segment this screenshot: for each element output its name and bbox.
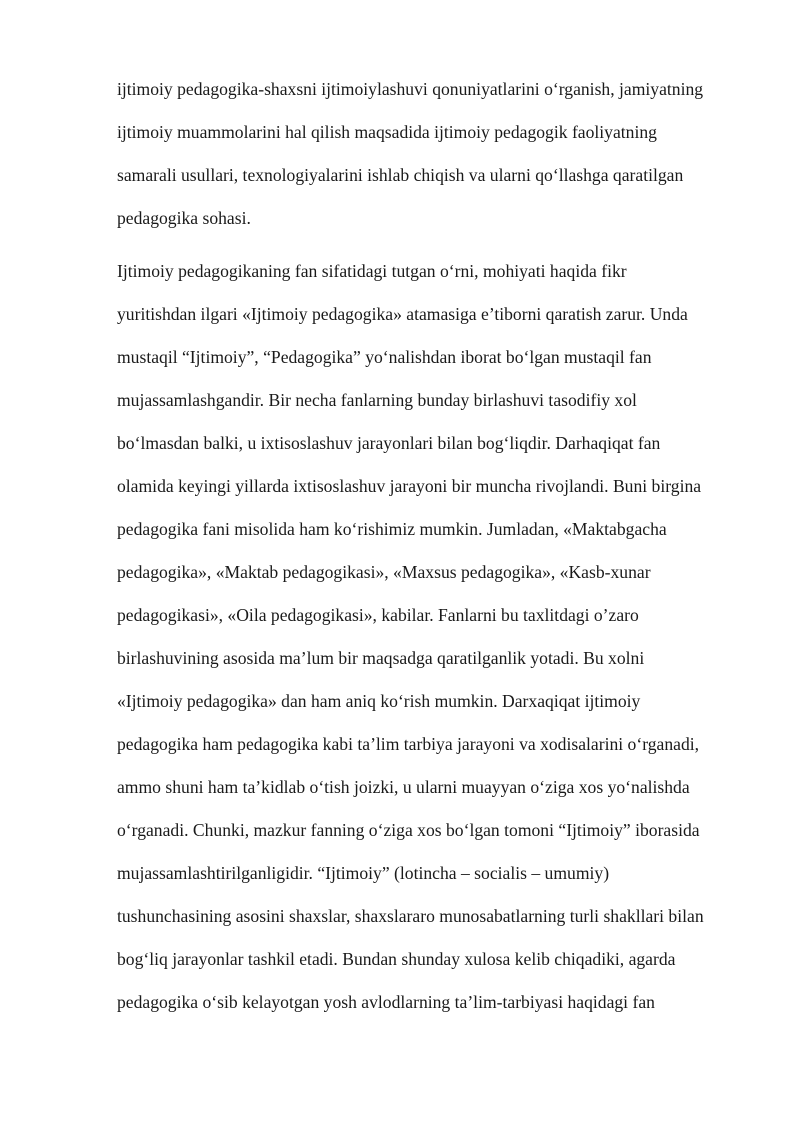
paragraph-1: [117, 74, 757, 246]
text-line: samarali usullari, texnologiyalarini ishlab chiqish va ularni qo‘llashga qaratilgan: [117, 165, 684, 185]
text-line: pedagogika ham pedagogika kabi ta’lim tarbiya jarayoni va xodisalarini o‘rganadi,: [117, 734, 700, 754]
text-line: pedagogika fani misolida ham ko‘rishimiz mumkin. Jumladan, «Maktabgacha: [117, 519, 667, 539]
text-line: pedagogika o‘sib kelayotgan yosh avlodlarning ta’lim-tarbiyasi haqidagi fan: [117, 992, 655, 1012]
paragraph-spacer: [117, 246, 757, 256]
text-line: ammo shuni ham ta’kidlab o‘tish joizki, u ularni muayyan o‘ziga xos yo‘nalishda: [117, 777, 690, 797]
text-line: ijtimoiy muammolarini hal qilish maqsadida ijtimoiy pedagogik faoliyatning: [117, 122, 657, 142]
text-line: bog‘liq jarayonlar tashkil etadi. Bundan shunday xulosa kelib chiqadiki, agarda: [117, 949, 676, 969]
text-line: mujassamlashtirilganligidir. “Ijtimoiy” (lotincha – socialis – umumiy): [117, 863, 610, 883]
text-line: «Ijtimoiy pedagogika» dan ham aniq ko‘rish mumkin. Darxaqiqat ijtimoiy: [117, 691, 641, 711]
text-line: olamida keyingi yillarda ixtisoslashuv jarayoni bir muncha rivojlandi. Buni birgina: [117, 476, 702, 496]
text-line: ijtimoiy pedagogika-shaxsni ijtimoiylashuvi qonuniyatlarini o‘rganish, jamiyatning: [117, 79, 704, 99]
text-line: tushunchasining asosini shaxslar, shaxslararo munosabatlarning turli shakllari bilan: [117, 906, 704, 926]
text-line: o‘rganadi. Chunki, mazkur fanning o‘ziga xos bo‘lgan tomoni “Ijtimoiy” iborasida: [117, 820, 700, 840]
text-line: pedagogika», «Maktab pedagogikasi», «Maxsus pedagogika», «Kasb-xunar: [117, 562, 651, 582]
text-line: yuritishdan ilgari «Ijtimoiy pedagogika» atamasiga e’tiborni qaratish zarur. Unda: [117, 304, 688, 324]
text-line: birlashuvining asosida ma’lum bir maqsadga qaratilganlik yotadi. Bu xolni: [117, 648, 645, 668]
paragraph-2: [117, 256, 757, 1030]
text-line: mustaqil “Ijtimoiy”, “Pedagogika” yo‘nalishdan iborat bo‘lgan mustaqil fan: [117, 347, 652, 367]
text-line: Ijtimoiy pedagogikaning fan sifatidagi tutgan o‘rni, mohiyati haqida fikr: [117, 261, 627, 281]
text-line: bo‘lmasdan balki, u ixtisoslashuv jarayonlari bilan bog‘liqdir. Darhaqiqat fan: [117, 433, 661, 453]
text-line: pedagogika sohasi.: [117, 208, 251, 228]
text-line: pedagogikasi», «Oila pedagogikasi», kabilar. Fanlarni bu taxlitdagi o’zaro: [117, 605, 639, 625]
text-line: mujassamlashgandir. Bir necha fanlarning bunday birlashuvi tasodifiy xol: [117, 390, 637, 410]
document-page: [117, 74, 757, 1030]
